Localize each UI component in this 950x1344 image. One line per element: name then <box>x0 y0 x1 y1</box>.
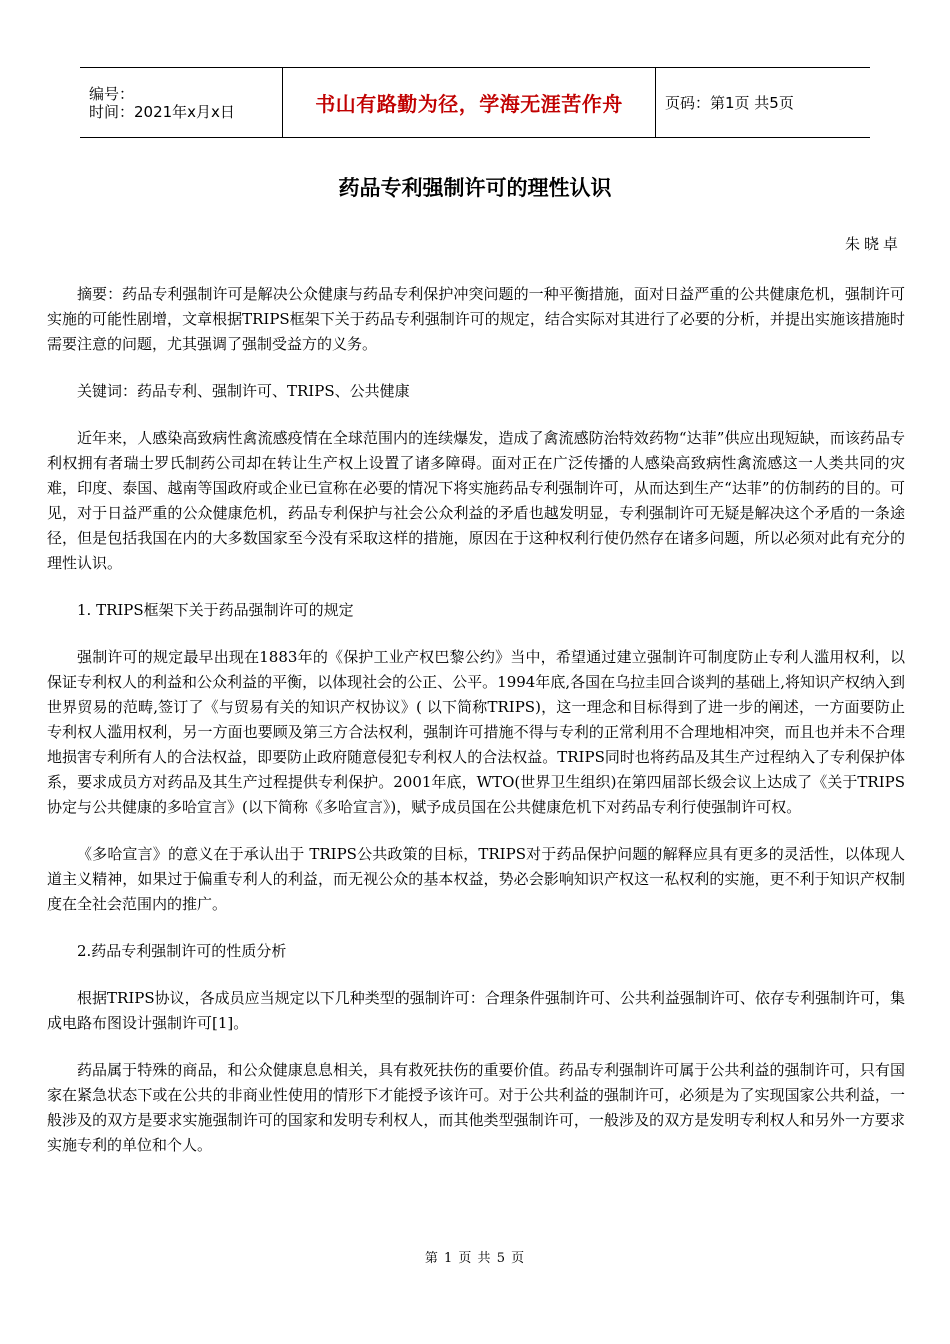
section-heading: 1. TRIPS框架下关于药品强制许可的规定 <box>77 601 354 619</box>
document-number-label: 编号： <box>89 84 135 103</box>
document-author: 朱晓卓 <box>844 235 902 253</box>
body-paragraph: 强制许可的规定最早出现在1883年的《保护工业产权巴黎公约》当中，希望通过建立强制许可制度防止专利人滥用权利，以保证专利权人的利益和公众利益的平衡，以体现社会的公正、公平。1994年底,各国在乌拉圭回合谈判的基础上,将知识产权纳入到世界贸易的范畴,签订了《与贸易有关的知识产权协议》( 以下简称TRIPS)，这一理念和目标得到了进一步的阐述，一方面要防止专利权人滥用权利，另一方面也要顾及第三方合法权利，强制许可措施不得与专利的正常利用不合理地相冲突，而且也并未不合理地损害专利所有人的合法权益，即要防止政府随意侵犯专利权人的合法权益。TRIPS同时也将药品及其生产过程纳入了专利保护体系，要求成员方对药品及其生产过程提供专利保护。2001年底，WTO(世界卫生组织)在第四届部长级会议上达成了《关于TRIPS协定与公共健康的多哈宣言》(以下简称《多哈宣言》)，赋予成员国在公共健康危机下对药品专利行使强制许可权。 <box>47 648 905 816</box>
body-paragraph: 根据TRIPS协议，各成员应当规定以下几种类型的强制许可：合理条件强制许可、公共利益强制许可、依存专利强制许可，集成电路布图设计强制许可[1]。 <box>47 989 905 1032</box>
header-table <box>80 67 870 138</box>
header-motto: 书山有路勤为径，学海无涯苦作舟 <box>315 92 623 116</box>
document-body <box>47 282 905 1180</box>
header-motto-cell <box>282 68 656 137</box>
section-heading: 2.药品专利强制许可的性质分析 <box>77 942 287 960</box>
document-title: 药品专利强制许可的理性认识 <box>338 176 612 200</box>
body-paragraph: 《多哈宣言》的意义在于承认出于 TRIPS公共政策的目标，TRIPS对于药品保护问题的解释应具有更多的灵活性，以体现人道主义精神，如果过于偏重专利人的利益，而无视公众的基本权益，势必会影响知识产权这一私权利的实施，更不利于知识产权制度在全社会范围内的推广。 <box>47 845 905 913</box>
keywords-paragraph: 关键词：药品专利、强制许可、TRIPS、公共健康 <box>77 382 410 400</box>
header-page-cell <box>656 68 870 137</box>
page-footer: 第 1 页 共 5 页 <box>424 1251 526 1266</box>
body-paragraph: 药品属于特殊的商品，和公众健康息息相关，具有救死扶伤的重要价值。药品专利强制许可属于公共利益的强制许可，只有国家在紧急状态下或在公共的非商业性使用的情形下才能授予该许可。对于公共利益的强制许可，必须是为了实现国家公共利益，一般涉及的双方是要求实施强制许可的国家和发明专利权人，而其他类型强制许可，一般涉及的双方是发明专利权人和另外一方要求实施专利的单位和个人。 <box>47 1061 905 1154</box>
document-time-label: 时间：2021年x月x日 <box>89 102 235 121</box>
body-paragraph: 近年来，人感染高致病性禽流感疫情在全球范围内的连续爆发，造成了禽流感防治特效药物“达菲”供应出现短缺，而该药品专利权拥有者瑞士罗氏制药公司却在转让生产权上设置了诸多障碍。面对正在广泛传播的人感染高致病性禽流感这一人类共同的灾难，印度、泰国、越南等国政府或企业已宣称在必要的情况下将实施药品专利强制许可，从而达到生产“达菲”的仿制药的目的。可见，对于日益严重的公众健康危机，药品专利保护与社会公众利益的矛盾也越发明显，专利强制许可无疑是解决这个矛盾的一条途径，但是包括我国在内的大多数国家至今没有采取这样的措施，原因在于这种权利行使仍然存在诸多问题，所以必须对此有充分的理性认识。 <box>47 429 905 572</box>
header-left-cell <box>80 68 282 137</box>
abstract-paragraph: 摘要：药品专利强制许可是解决公众健康与药品专利保护冲突问题的一种平衡措施，面对日益严重的公共健康危机，强制许可实施的可能性剧增，文章根据TRIPS框架下关于药品专利强制许可的规定，结合实际对其进行了必要的分析，并提出实施该措施时需要注意的问题，尤其强调了强制受益方的义务。 <box>47 285 905 353</box>
header-page-info: 页码：第1页 共5页 <box>665 94 794 112</box>
